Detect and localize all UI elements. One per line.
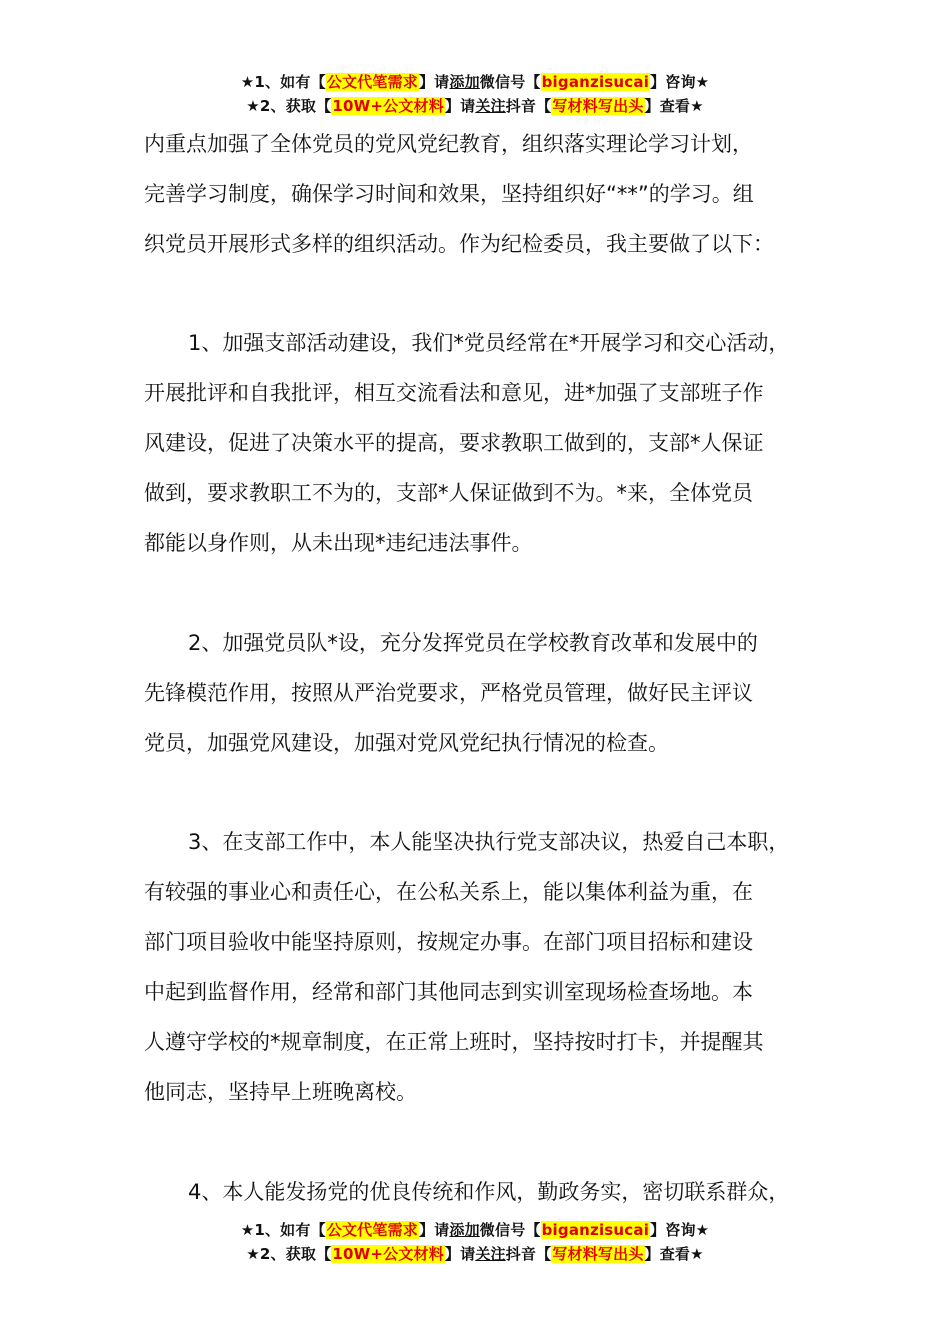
banner-line-1	[0, 70, 950, 94]
header-banner	[0, 70, 950, 118]
text-line: 人遵守学校的*规章制度，在正常上班时，坚持按时打卡，并提醒其	[144, 1030, 764, 1054]
banner-highlight: 公文代笔需求	[326, 1221, 418, 1239]
text-line: 4、本人能发扬党的优良传统和作风，勤政务实，密切联系群众，	[188, 1180, 790, 1204]
text-line: 他同志，坚持早上班晚离校。	[144, 1080, 417, 1104]
banner-text: 】请	[444, 1245, 476, 1263]
banner-text: 】请	[418, 1221, 450, 1239]
banner-text: 】查看★	[644, 97, 704, 115]
text-line: 中起到监督作用，经常和部门其他同志到实训室现场检查场地。本	[144, 980, 753, 1004]
text-line: 党员，加强党风建设，加强对党风党纪执行情况的检查。	[144, 731, 669, 755]
banner-highlight: 写材料写出头	[552, 97, 644, 115]
text-line: 风建设，促进了决策水平的提高，要求教职工做到的，支部*人保证	[144, 431, 764, 455]
banner-text: 】查看★	[644, 1245, 704, 1263]
banner-text: ★2、获取【	[246, 97, 332, 115]
text-line: 先锋模范作用，按照从严治党要求，严格党员管理，做好民主评议	[144, 681, 753, 705]
banner-text: 】咨询★	[650, 1221, 710, 1239]
text-line: 3、在支部工作中，本人能坚决执行党支部决议，热爱自己本职，	[188, 830, 790, 854]
text-line: 织党员开展形式多样的组织活动。作为纪检委员，我主要做了以下：	[144, 232, 774, 256]
banner-text: 微信号【	[479, 73, 541, 91]
text-line: 开展批评和自我批评，相互交流看法和意见，进*加强了支部班子作	[144, 381, 764, 405]
banner-highlight: biganzisucai	[541, 1221, 650, 1239]
banner-underline: 关注	[475, 1245, 506, 1263]
footer-banner	[0, 1218, 950, 1266]
text-line: 完善学习制度，确保学习时间和效果，坚持组织好“**”的学习。组	[144, 182, 754, 206]
banner-text: ★1、如有【	[240, 73, 326, 91]
banner-highlight: 写材料写出头	[552, 1245, 644, 1263]
banner-text: 抖音【	[505, 1245, 552, 1263]
text-line: 都能以身作则，从未出现*违纪违法事件。	[144, 531, 533, 555]
banner-text: ★1、如有【	[240, 1221, 326, 1239]
banner-underline: 添加	[449, 73, 480, 91]
banner-highlight: 10W+公文材料	[332, 1245, 444, 1263]
banner-underline: 添加	[449, 1221, 480, 1239]
banner-line-1	[0, 1218, 950, 1242]
text-line: 1、加强支部活动建设，我们*党员经常在*开展学习和交心活动，	[188, 331, 790, 355]
banner-line-2	[0, 1242, 950, 1266]
banner-text: 微信号【	[479, 1221, 541, 1239]
text-line: 做到，要求教职工不为的，支部*人保证做到不为。*来，全体党员	[144, 481, 753, 505]
banner-highlight: biganzisucai	[541, 73, 650, 91]
banner-text: 抖音【	[505, 97, 552, 115]
text-line: 2、加强党员队*设，充分发挥党员在学校教育改革和发展中的	[188, 631, 758, 655]
banner-text: ★2、获取【	[246, 1245, 332, 1263]
banner-text: 】咨询★	[650, 73, 710, 91]
text-line: 内重点加强了全体党员的党风党纪教育，组织落实理论学习计划，	[144, 132, 753, 156]
text-line: 部门项目验收中能坚持原则，按规定办事。在部门项目招标和建设	[144, 930, 753, 954]
banner-highlight: 10W+公文材料	[332, 97, 444, 115]
banner-highlight: 公文代笔需求	[326, 73, 418, 91]
banner-text: 】请	[418, 73, 450, 91]
banner-line-2	[0, 94, 950, 118]
banner-text: 】请	[444, 97, 476, 115]
banner-underline: 关注	[475, 97, 506, 115]
text-line: 有较强的事业心和责任心，在公私关系上，能以集体利益为重，在	[144, 880, 753, 904]
